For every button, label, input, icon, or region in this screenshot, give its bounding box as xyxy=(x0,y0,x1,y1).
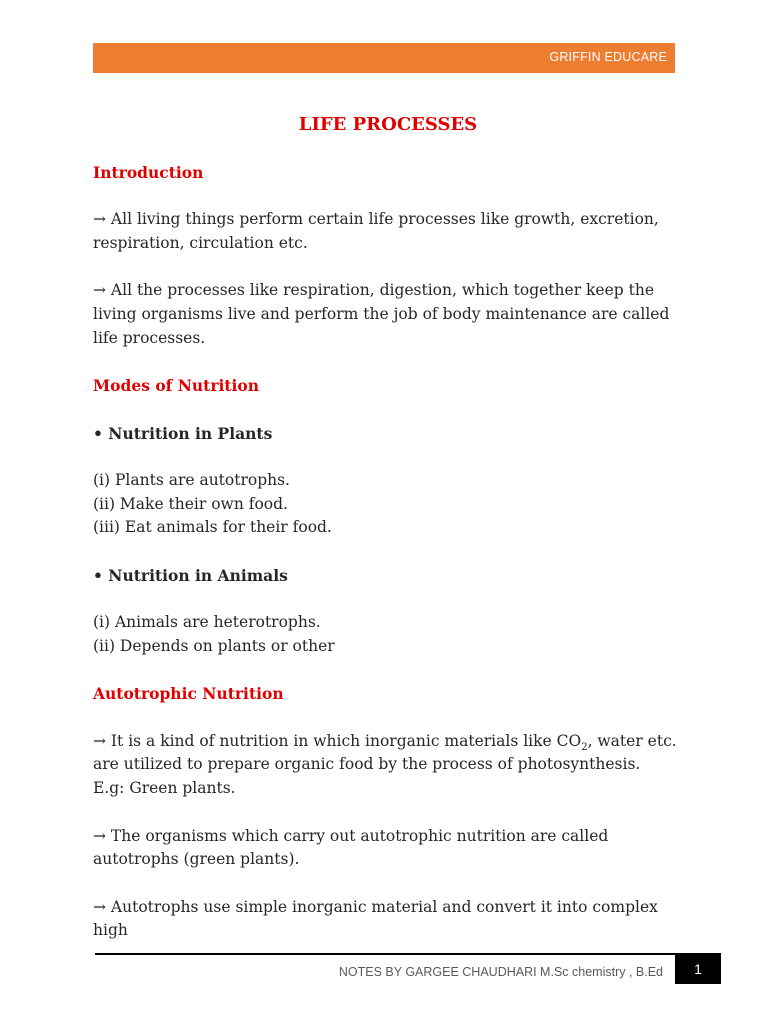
list-item: (i) Plants are autotrophs. xyxy=(93,471,290,490)
nutrition-in-animals-subheading: • Nutrition in Animals xyxy=(93,565,288,585)
autotrophic-nutrition-heading: Autotrophic Nutrition xyxy=(93,684,284,704)
introduction-heading: Introduction xyxy=(93,163,204,182)
autotrophic-paragraph-1-start: → It is a kind of nutrition in which inorganic materials like CO xyxy=(93,731,582,750)
footer-notes: NOTES BY GARGEE CHAUDHARI M.Sc chemistry , B.Ed xyxy=(338,965,663,979)
introduction-paragraph-2: → All the processes like respiration, digestion, which together keep the living organisms live and perform the job of body maintenance are called life processes. xyxy=(93,281,670,347)
autotrophic-paragraph-1-end: , water etc. are utilized to prepare organic food by the process of photosynthesis. xyxy=(93,731,677,774)
list-item: (ii) Depends on plants or other xyxy=(93,636,335,655)
header-bar xyxy=(93,43,675,73)
autotrophic-paragraph-2: → The organisms which carry out autotrophic nutrition are called autotrophs (green plants). xyxy=(93,826,609,869)
modes-of-nutrition-heading: Modes of Nutrition xyxy=(93,376,260,396)
list-item: (iii) Eat animals for their food. xyxy=(93,518,332,537)
footer-divider xyxy=(95,953,721,955)
page-title: LIFE PROCESSES xyxy=(298,114,478,135)
autotrophic-paragraph-3: → Autotrophs use simple inorganic material and convert it into complex high xyxy=(93,897,658,940)
autotrophic-example: E.g: Green plants. xyxy=(93,779,236,798)
nutrition-in-plants-subheading: • Nutrition in Plants xyxy=(93,423,273,443)
introduction-paragraph-1: → All living things perform certain life processes like growth, excretion, respiration, circulation etc. xyxy=(93,210,659,253)
page-number: 1 xyxy=(675,955,721,984)
document-content xyxy=(93,113,683,967)
co2-subscript: 2 xyxy=(581,741,588,753)
header-brand: GRIFFIN EDUCARE xyxy=(549,50,667,64)
list-item: (i) Animals are heterotrophs. xyxy=(93,613,321,632)
plants-list xyxy=(93,469,683,540)
autotrophic-paragraph-1 xyxy=(93,730,683,801)
list-item: (ii) Make their own food. xyxy=(93,494,288,513)
animals-list xyxy=(93,611,683,658)
